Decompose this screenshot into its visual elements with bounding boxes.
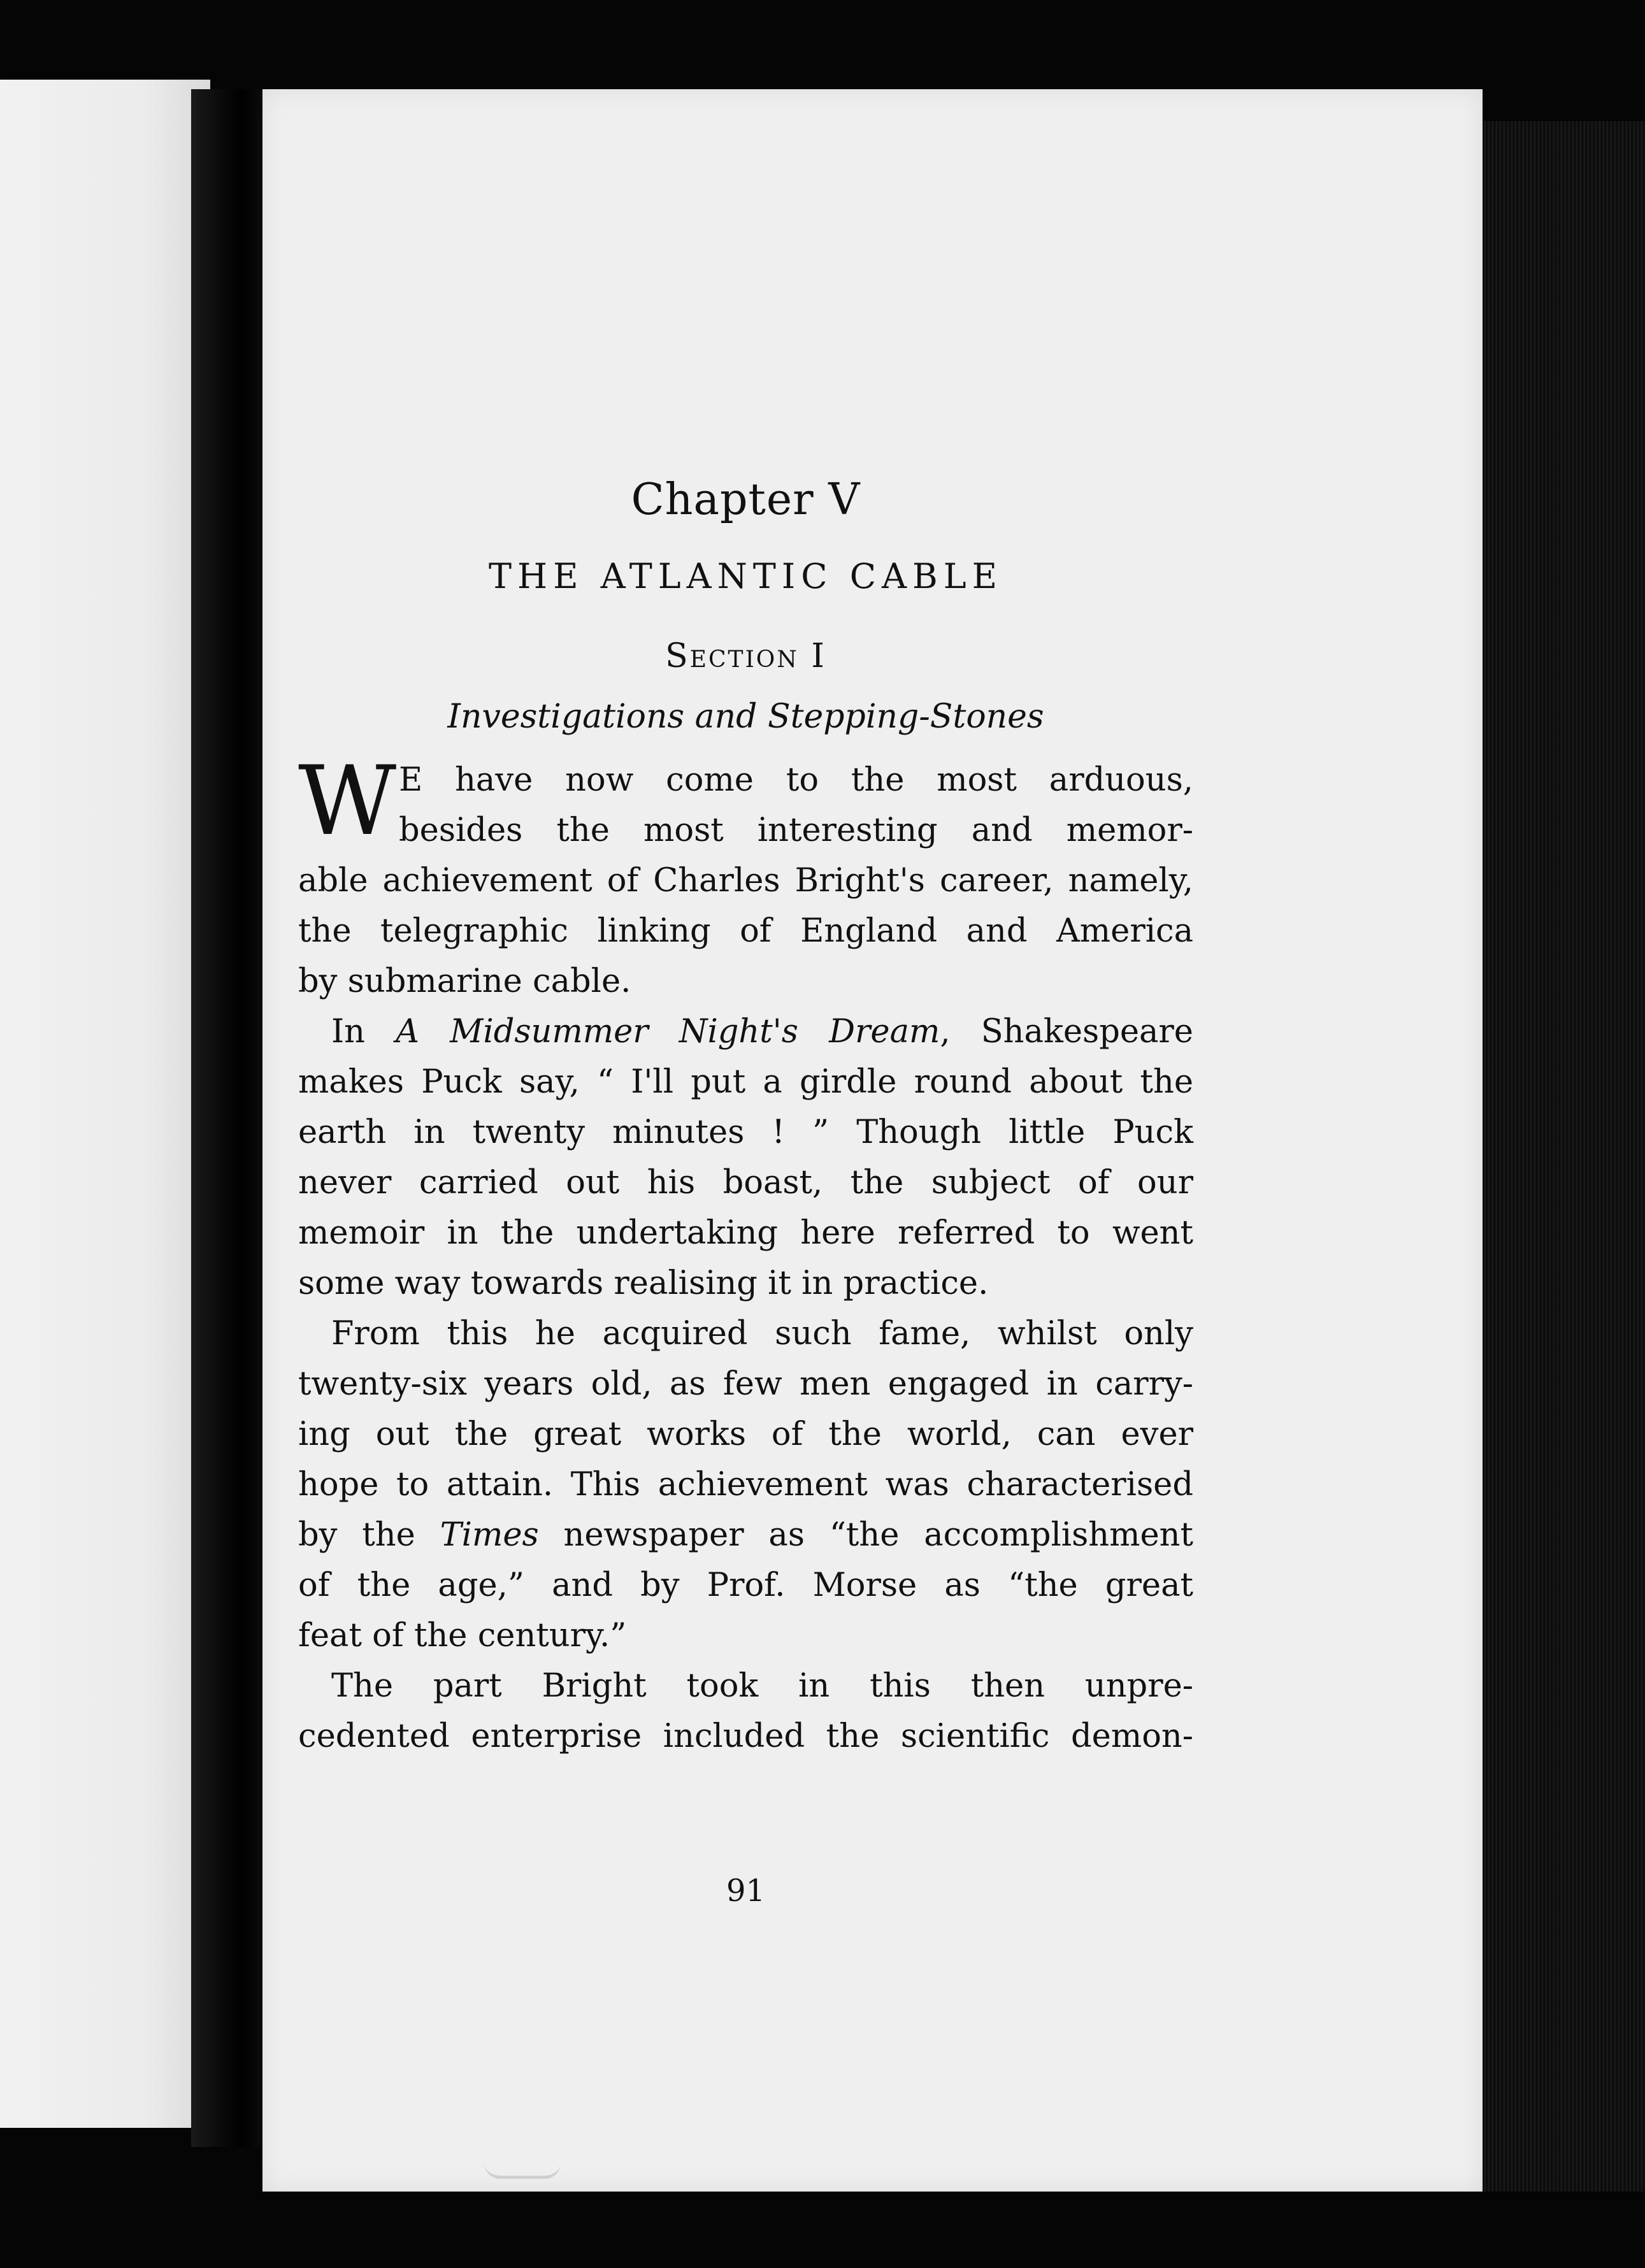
text-line: makes Puck say, “ I'll put a girdle round about the — [298, 1063, 1193, 1101]
facing-page-edge — [0, 80, 210, 2128]
section-label: Section I — [665, 637, 826, 675]
text-line: From this he acquired such fame, whilst only — [331, 1315, 1193, 1353]
paragraph — [298, 1661, 1193, 1762]
text-line: of the age,” and by Prof. Morse as “the great — [298, 1567, 1193, 1604]
paragraph — [298, 1007, 1193, 1309]
text-line: the telegraphic linking of England and America — [298, 912, 1193, 950]
text-line: feat of the century.” — [298, 1617, 627, 1654]
text-line: ing out the great works of the world, can ever — [298, 1416, 1193, 1453]
text-line: The part Bright took in this then unpre- — [331, 1667, 1193, 1705]
chapter-label: Chapter V — [631, 475, 861, 525]
page-number: 91 — [726, 1873, 766, 1909]
text-line: twenty-six years old, as few men engaged in carry- — [298, 1365, 1193, 1403]
text-line: In A Midsummer Night's Dream, Shakespeare — [331, 1013, 1193, 1051]
text-line: cedented enterprise included the scientific demon- — [298, 1718, 1193, 1755]
section-subtitle: Investigations and Stepping-Stones — [447, 698, 1044, 736]
text-line: hope to attain. This achievement was characterised — [298, 1466, 1193, 1504]
text-line: memoir in the undertaking here referred to went — [298, 1214, 1193, 1252]
paragraph — [298, 1309, 1193, 1661]
text-line: by submarine cable. — [298, 963, 631, 1000]
text-line: earth in twenty minutes ! ” Though little Puck — [298, 1114, 1193, 1151]
chapter-title: THE ATLANTIC CABLE — [489, 556, 1003, 596]
text-line: some way towards realising it in practice. — [298, 1265, 989, 1302]
drop-cap: W — [298, 746, 397, 857]
book-gutter — [191, 89, 274, 2147]
paragraph — [298, 746, 1193, 1007]
body-text — [298, 746, 1193, 1762]
text-line: by the Times newspaper as “the accomplishment — [298, 1516, 1193, 1554]
text-line: E have now come to the most arduous, — [399, 761, 1193, 799]
text-line: able achievement of Charles Bright's career, namely, — [298, 862, 1193, 900]
text-line: never carried out his boast, the subject of our — [298, 1164, 1193, 1202]
text-line: besides the most interesting and memor- — [399, 812, 1193, 849]
paper-mark — [484, 2163, 561, 2179]
